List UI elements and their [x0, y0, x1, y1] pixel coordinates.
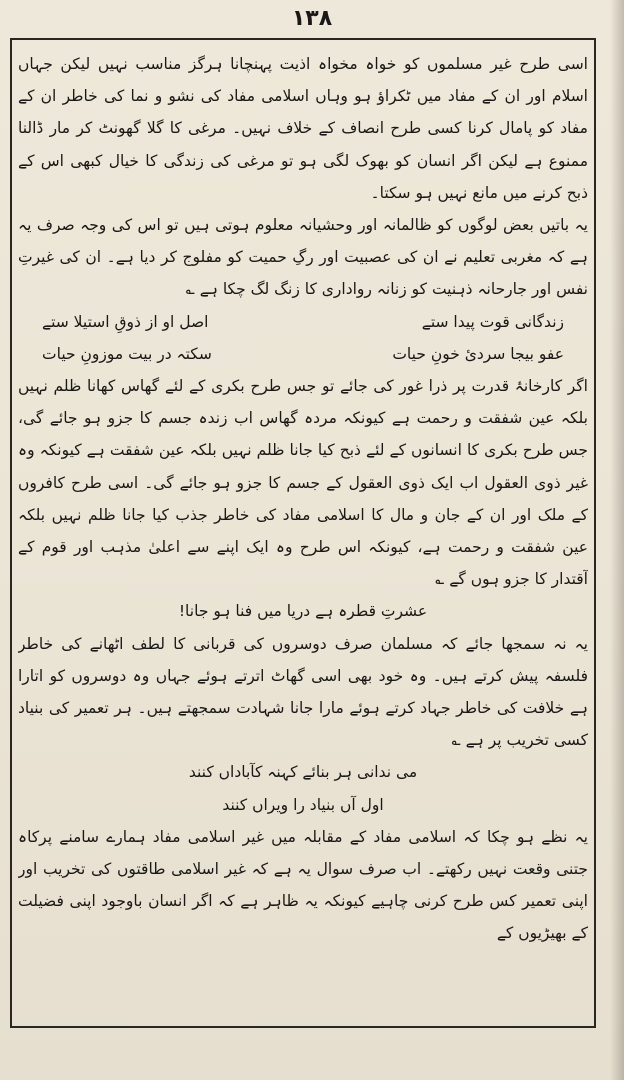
verse-couplet-1	[18, 306, 588, 338]
verse-1-line-2-right: عفو بیجا سردیٔ خونِ حیات	[392, 344, 564, 363]
verse-1-line-1-right: زندگانی قوت پیدا ستے	[421, 312, 564, 331]
paragraph-2: یہ باتیں بعض لوگوں کو ظالمانہ اور وحشیانہ معلوم ہوتی ہیں تو اس کی وجہ صرف یہ ہے کہ مغربی تعلیم نے ان کی عصبیت اور رگِ حمیت کو مفلوج کر دیا ہے۔ ان کی غیرتِ نفس اور جارحانہ ذہنیت کو زنانہ رواداری کا زنگ لگ چکا ہے ؎	[18, 216, 588, 299]
verse-3-line-1: می ندانی ہر بنائے کہنہ کآباداں کنند	[188, 763, 418, 782]
verse-3-line-2: اول آں بنیاد را ویراں کنند	[222, 795, 384, 814]
verse-1-line-2-left: سکتہ در بیت موزونِ حیات	[42, 344, 212, 363]
page-body	[18, 48, 588, 1023]
verse-1-line-1-left: اصل او از ذوقِ استیلا ستے	[42, 312, 209, 331]
paragraph-4: یہ نہ سمجھا جائے کہ مسلمان صرف دوسروں کی قربانی کا لطف اٹھانے کی خاطر فلسفہ پیش کرتے ہیں۔ وہ خود بھی اسی گھاٹ اترتے ہوئے جہاں وہ دوسروں کو اتارا ہے خلافت کی خاطر جہاد کرتے ہوئے مارا جانا شہادت سمجھتے ہیں۔ ہر تعمیر کی بنیاد کسی تخریب پر ہے ؎	[18, 634, 588, 750]
verse-couplet-2	[18, 338, 588, 370]
page-edge-shadow	[610, 0, 624, 1080]
verse-2: عشرتِ قطرہ ہے دریا میں فنا ہو جانا!	[178, 602, 428, 621]
page-number: ١٣٨	[291, 6, 333, 31]
paragraph-5: یہ نظے ہو چکا کہ اسلامی مفاد کے مقابلہ میں غیر اسلامی مفاد ہمارے سامنے پرکاہ جتنی وقعت نہیں رکھتے۔ اب صرف سوال یہ ہے کہ غیر اسلامی طاقتوں کی تخریب اور اپنی تعمیر کس طرح کرنی چاہیے کیونکہ یہ ظاہر ہے کہ اگر انسان باوجود اپنی فضیلت کے بھیڑیوں کے	[18, 827, 588, 943]
paragraph-1: اسی طرح غیر مسلموں کو خواہ مخواہ اذیت پہنچانا ہرگز مناسب نہیں لیکن جہاں اسلام اور ان کے مفاد میں ٹکراؤ ہو وہاں اسلامی مفاد کی نشو و نما کی خاطر ان کے مفاد کو پامال کرنا کسی طرح انصاف کے خلاف نہیں۔ مرغی کا گلا گھونٹ کر مار ڈالنا ممنوع ہے لیکن اگر انسان کو بھوک لگی ہو تو مرغی کی زندگی کا خیال کبھی اس کے ذبح کرنے میں مانع نہیں ہو سکتا۔	[18, 55, 588, 202]
paragraph-3: اگر کارخانۂ قدرت پر ذرا غور کی جائے تو جس طرح بکری کے لئے گھاس کھانا ظلم نہیں بلکہ عین شفقت و رحمت ہے کیونکہ مردہ گھاس اب زندہ جسم کا جزو ہو جائے گی، جس طرح بکری کا انسانوں کے لئے ذبح کیا جانا ظلم نہیں بلکہ عین شفقت ہے کیونکہ وہ غیر ذوی العقول اب ایک ذوی العقول کے جسم کا جزو ہو جائے گی۔ اسی طرح کافروں کے ملک اور ان کے جان و مال کا اسلامی مفاد کی خاطر جذب کیا جانا ظلم نہیں بلکہ عین شفقت و رحمت ہے، کیونکہ اس طرح وہ ایک اپنے سے اعلیٰ مذہب اور قوم کے آقتدار کا جزو ہوں گے ؎	[18, 377, 588, 589]
